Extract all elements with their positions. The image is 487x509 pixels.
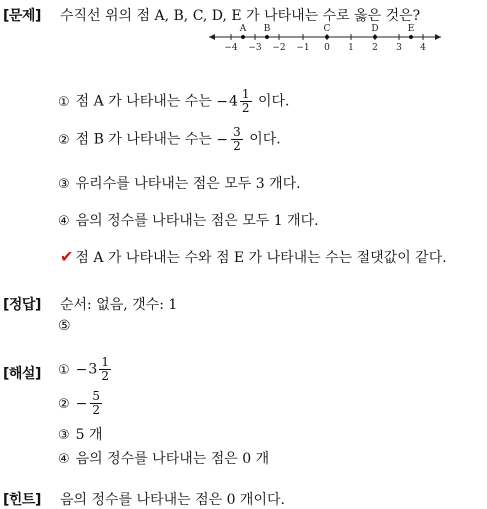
hint-text: 음의 정수를 나타내는 점은 0 개이다. [60, 492, 285, 508]
number-line-point [373, 35, 377, 39]
solution-1-sign: − [75, 361, 88, 378]
option-5[interactable] [60, 247, 447, 267]
option-1-fraction [240, 88, 252, 115]
solution-1-whole: 3 [88, 361, 98, 378]
number-line-tick-label: −3 [248, 43, 262, 50]
option-2-sign: − [216, 131, 229, 148]
option-1-prefix: 점 A 가 나타내는 수는 [75, 93, 217, 110]
solution-2-marker: ② [58, 396, 70, 412]
solution-2-numerator: 5 [92, 389, 101, 403]
problem-label: [문제] [3, 8, 41, 24]
option-1-whole: 4 [228, 93, 238, 110]
option-1-marker: ① [58, 94, 70, 110]
number-line-tick-label: 0 [324, 43, 330, 50]
option-4-marker: ④ [58, 214, 70, 229]
solution-2-denominator: 2 [92, 403, 101, 417]
question-text: 수직선 위의 점 A, B, C, D, E 가 나타내는 수로 옳은 것은? [60, 8, 421, 24]
number-line-tick-label: 3 [396, 43, 402, 50]
left-arrow-icon [209, 34, 215, 40]
solution-item-3 [58, 424, 103, 444]
solution-1-numerator: 1 [101, 355, 109, 369]
option-2-fraction [231, 126, 243, 153]
option-3[interactable] [58, 173, 301, 193]
number-line-tick-label: −1 [296, 43, 310, 50]
number-line-point [241, 35, 245, 39]
solution-1-denominator: 2 [101, 369, 109, 383]
solution-2-fraction [90, 390, 102, 417]
option-1-sign: − [216, 93, 228, 110]
option-2-prefix: 점 B 가 나타내는 수는 [75, 131, 217, 148]
number-line-tick-label: 4 [420, 43, 426, 50]
number-line-point-label: E [407, 24, 415, 34]
option-1[interactable] [58, 88, 289, 115]
option-1-suffix: 이다. [253, 93, 290, 110]
solution-1-marker: ① [58, 362, 70, 378]
option-2-numerator: 3 [233, 125, 241, 139]
option-4[interactable] [58, 210, 319, 230]
option-3-text: 유리수를 나타내는 점은 모두 3 개다. [75, 176, 301, 192]
right-arrow-icon [435, 34, 441, 40]
solution-4-marker: ④ [58, 452, 70, 467]
solution-item-2 [58, 390, 104, 417]
solution-4-text: 음의 정수를 나타내는 점은 0 개 [75, 451, 270, 467]
solution-label: [해설] [3, 366, 41, 382]
solution-item-1 [58, 356, 113, 383]
number-line-tick-label: 1 [348, 43, 354, 50]
number-line-tick-label: 2 [372, 43, 378, 50]
solution-item-4 [58, 448, 269, 468]
number-line-point-label: B [263, 24, 271, 34]
number-line-point-label: D [371, 24, 379, 34]
solution-1-fraction [99, 356, 111, 383]
checkmark-icon: ✔ [60, 247, 74, 266]
option-2-denominator: 2 [233, 139, 241, 153]
answer-line-1: 순서: 없음, 갯수: 1 [60, 297, 178, 313]
option-2-marker: ② [58, 132, 70, 148]
option-1-denominator: 2 [241, 101, 250, 115]
option-4-text: 음의 정수를 나타내는 점은 모두 1 개다. [75, 213, 319, 229]
solution-2-sign: − [75, 395, 88, 412]
number-line-point-label: C [323, 24, 331, 34]
option-2[interactable] [58, 126, 281, 153]
number-line-point [265, 35, 269, 39]
number-line-point-label: A [239, 24, 247, 34]
solution-3-text: 5 개 [75, 427, 103, 443]
number-line-point [325, 35, 329, 39]
option-3-marker: ③ [58, 177, 70, 192]
solution-3-marker: ③ [58, 428, 70, 443]
number-line-point [409, 35, 413, 39]
number-line [205, 22, 445, 50]
option-2-suffix: 이다. [244, 131, 281, 148]
option-1-numerator: 1 [241, 87, 250, 101]
answer-label: [정답] [3, 297, 41, 313]
number-line-tick-label: −4 [224, 43, 238, 50]
option-5-text: 점 A 가 나타내는 수와 점 E 가 나타내는 수는 절댓값이 같다. [75, 250, 447, 266]
answer-line-2: ⑤ [58, 318, 71, 334]
hint-label: [힌트] [3, 492, 41, 508]
number-line-tick-label: −2 [272, 43, 286, 50]
